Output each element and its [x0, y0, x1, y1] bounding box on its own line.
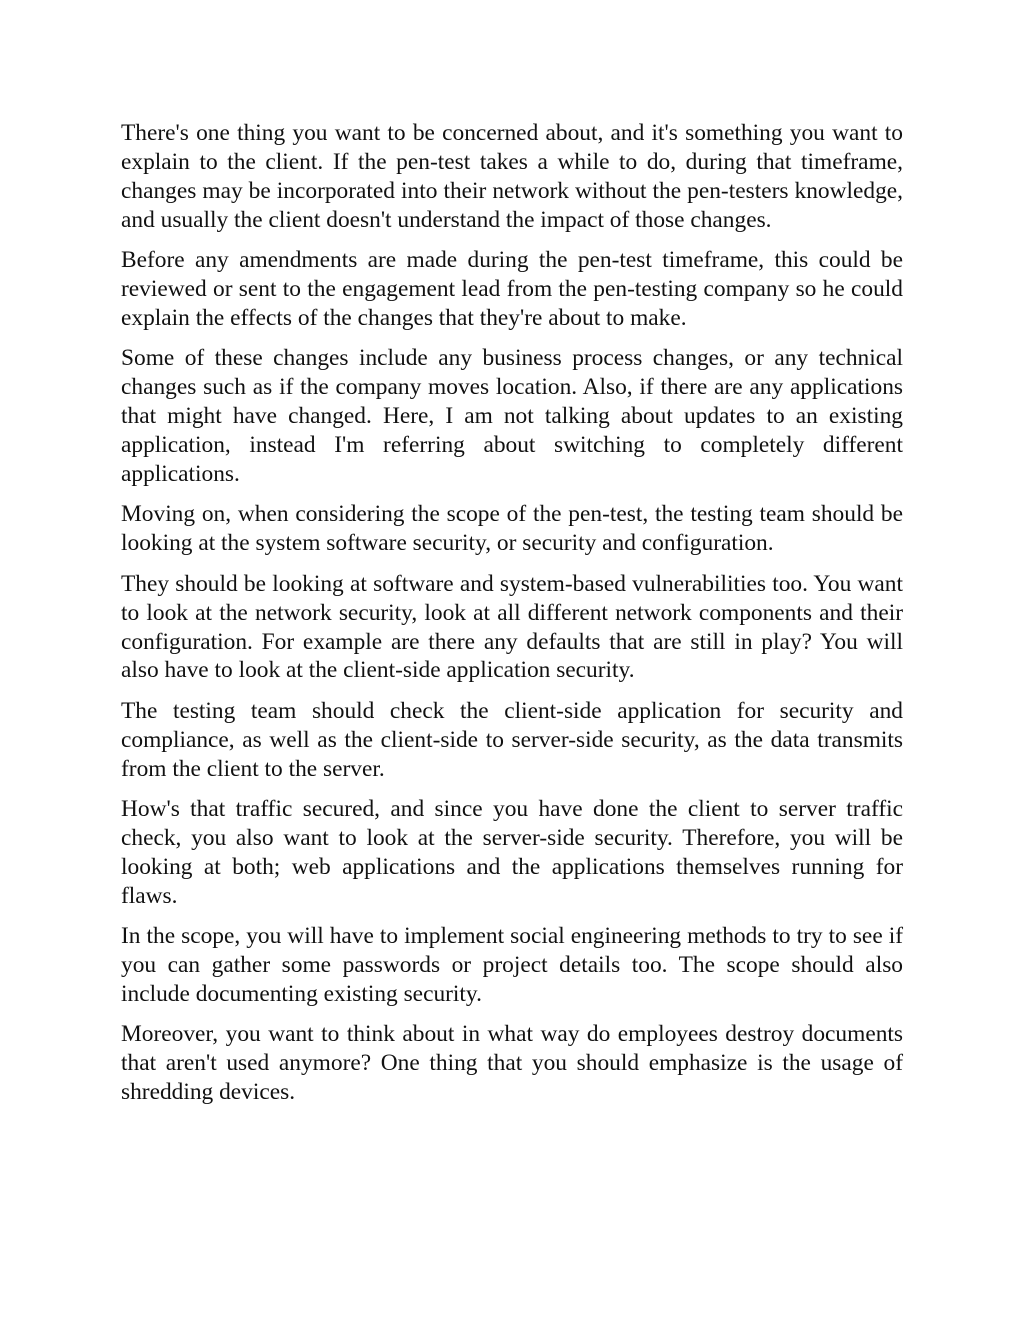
paragraph-4: Moving on, when considering the scope of the pen-test, the testing team should be looking at the system software security, or security and configuration.	[121, 501, 903, 557]
document-page	[121, 119, 903, 1119]
paragraph-8: In the scope, you will have to implement social engineering methods to try to see if you can gather some passwords or project details too. The scope should also include documenting existing security.	[121, 923, 903, 1007]
paragraph-7: How's that traffic secured, and since you have done the client to server traffic check, you also want to look at the server-side security. Therefore, you will be looking at both; web applications and the applications themselves running for flaws.	[121, 796, 903, 909]
paragraph-5: They should be looking at software and system-based vulnerabilities too. You want to look at the network security, look at all different network components and their configuration. For example are there any defaults that are still in play? You will also have to look at the client-side application security.	[121, 570, 903, 684]
paragraph-6: The testing team should check the client-side application for security and compliance, as well as the client-side to server-side security, as the data transmits from the client to the server.	[121, 697, 903, 782]
paragraph-1: There's one thing you want to be concerned about, and it's something you want to explain to the client. If the pen-test takes a while to do, during that timeframe, changes may be incorporated into their network without the pen-testers knowledge, and usually the client doesn't understand the impact of those changes.	[121, 120, 903, 233]
paragraph-2: Before any amendments are made during the pen-test timeframe, this could be reviewed or sent to the engagement lead from the pen-testing company so he could explain the effects of the changes that they're about to make.	[121, 247, 903, 331]
paragraph-3: Some of these changes include any business process changes, or any technical changes such as if the company moves location. Also, if there are any applications that might have changed. Here, I am not talking about updates to an existing application, instead I'm referring about switching to completely different applications.	[121, 345, 903, 487]
paragraph-9: Moreover, you want to think about in what way do employees destroy documents that aren't used anymore? One thing that you should emphasize is the usage of shredding devices.	[121, 1021, 903, 1106]
